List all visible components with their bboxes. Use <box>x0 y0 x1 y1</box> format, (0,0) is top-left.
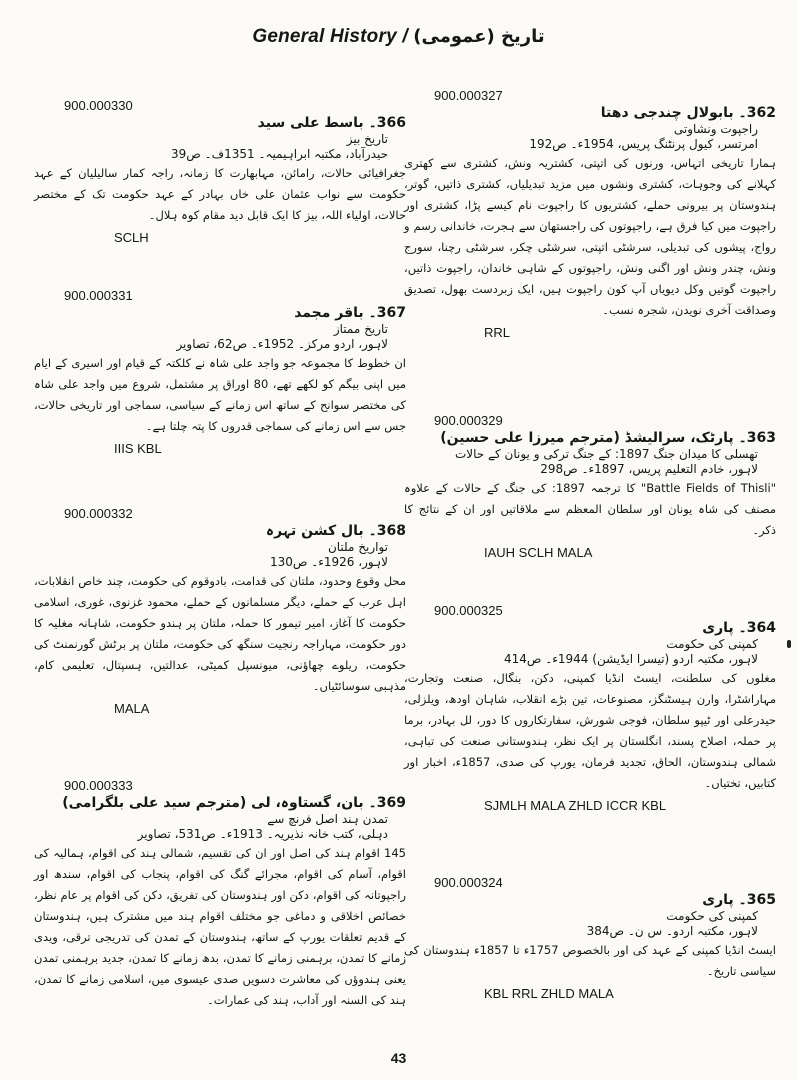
entry-heading: 369۔ بان، گستاوہ، لی (مترجم سید علی بلگرامی) <box>62 795 406 811</box>
entry-publisher: دہلی، کتب خانہ نذیریہ۔ 1913ء۔ ص531، تصاویر <box>137 827 388 841</box>
entry-description: محل وقوع وحدود، ملتان کی قدامت، بادوقوم کی حکومت، چند خاص انقلابات، اہل عرب کے حملے، دیگر مسلمانوں کے حملے، محمود غزنوی، غوری، اسلامی حکومت کا آغاز، امیر تیمور کا حملہ، ملتان پر ہندو حکومت، شاہانہ مغلیہ کا دور حکومت، مہاراجہ رنجیت سنگھ کی حکومت، ملتان پر برٹش گورنمنٹ کی حکومت، ریلوے چھاؤنی، میونسپل کمیٹی، عدالتیں، ہسپتال، تعلیمی کام، مذہبی سوسائٹیاں۔ <box>34 574 406 693</box>
entry-title: تواریخ ملتان <box>327 540 388 554</box>
entry-369 <box>34 778 406 1011</box>
entry-title: کمپنی کی حکومت <box>666 637 758 651</box>
entry-heading: 363۔ پارٹک، سرالیشڈ (مترجم میرزا علی حسین) <box>440 430 776 446</box>
entry-description: مغلوں کی سلطنت، ایسٹ انڈیا کمپنی، دکن، بنگال، صنعت وتجارت، مہاراشٹرا، وارن ہیسٹنگز، مصنوعات، تین بڑے انقلاب، شاہان اودھ، ویلزلی، حیدرعلی اور ٹیپو سلطان، فوجی شورش، سفارتکاروں کا دور، لل بہادر، برما پر حملہ، اصلاح پسند، انگلستان پر ایک نظر، ہندوستانی صنعت کی تباہی، شمالی ہندوستان، الحاق، تجدید فرمان، یورپ کی صدی، 1857ء، اخبار اور کتابیں، تختیاں۔ <box>404 671 776 790</box>
entry-publisher: لاہور، 1926ء۔ ص130 <box>269 555 388 569</box>
entry-publisher: لاہور، خادم التعلیم پریس، 1897ء۔ ص298 <box>540 462 758 476</box>
accession-number: 900.000329 <box>434 413 503 428</box>
accession-number: 900.000333 <box>64 778 133 793</box>
accession-number: 900.000327 <box>434 88 503 103</box>
accession-number: 900.000325 <box>434 603 503 618</box>
entry-heading: 367۔ باقر مجمد <box>294 305 406 321</box>
entry-367 <box>34 288 406 506</box>
accession-number: 900.000324 <box>434 875 503 890</box>
accession-number: 900.000330 <box>64 98 133 113</box>
entry-366 <box>34 98 406 288</box>
entry-364 <box>404 603 776 875</box>
entry-heading: 368۔ بال کشن تہرہ <box>265 523 406 539</box>
entry-publisher: لاہور، اردو مرکز۔ 1952ء۔ ص62، تصاویر <box>176 337 388 351</box>
library-codes: SJMLH MALA ZHLD ICCR KBL <box>484 798 667 813</box>
accession-number: 900.000331 <box>64 288 133 303</box>
entry-title: کمپنی کی حکومت <box>666 909 758 923</box>
entry-publisher: امرتسر، کیول پرنٹنگ پریس، 1954ء۔ ص192 <box>529 137 758 151</box>
left-column <box>34 98 406 1011</box>
header-title-urdu: تاریخ (عمومی) <box>413 26 545 47</box>
entry-description: "Battle Fields of Thisli" کا ترجمہ 1897: کی جنگ کے حالات کے علاوہ مصنف کی شاہ یونان اور سلطان المعظم سے ملاقاتیں اور ان کے نتائج کا ذکر۔ <box>404 481 776 537</box>
entry-description: ہمارا تاریخی اتہاس، ورنوں کی اتپتی، کشتریہ ونش، کشتری سے کھتری کہلانے کی وجوہات، کشتری ونشوں میں مزید تبدیلیاں، کشتری ذاتیں، گوتر، ہندوستان پر بیرونی حملے، کشتریوں کا راجپوت نام کیسے پڑا، کشتری اور راجپوت میں کیا فرق ہے، راجپوتوں کی راجستھان سے ہجرت، خاندانی رسم و رواج، پیشوں کی تبدیلی، سرشٹی اتپتی، سرشٹی چکر، سرشٹی رچنا، سورج ونش، چندر ونش اور اگنی ونش، راجپوتوں کے شاہی خاندان، راجپوت ذاتیں، راجپوت گوتیں وکل دیویاں آپ کون راجپوت ہیں، ایک زبردست بھول، تصدیق وصداقت آخری نویدن، شجرہ نسب۔ <box>404 156 776 317</box>
entry-publisher: لاہور، مکتبہ اردو (تیسرا ایڈیشن) 1944ء۔ ص414 <box>504 652 758 666</box>
entry-362 <box>404 88 776 413</box>
header-title-english: General History / <box>252 26 408 47</box>
entry-heading: 362۔ بابولال چندجی دھتا <box>600 105 776 121</box>
margin-mark <box>787 640 791 648</box>
right-column <box>404 88 776 1001</box>
entry-description: 145 اقوام ہند کی اصل اور ان کی تقسیم، شمالی ہند کی اقوام، ہمالیہ کی اقوام، آسام کی اقوام، مجرائے گنگ کی اقوام، پنجاب کی اقوام، سندھ اور راجپوتانہ کی اقوام، دکن اور ہندوستان کی تفریق، دکن کی اقوام پر عام نظر، خصائص اخلاقی و دماغی جو مختلف اقوام ہند میں مشترک ہیں، ہندوستان کے قدیم تعلقات یورپ کے ساتھ، ہندوستان کے تمدن کی تدریجی ترقی، ویدی زمانے کا تمدن، برہمنی زمانے کا تمدن، بدھ زمانے کا تمدن، جدید برہمنی تمدن یعنی ہندوؤں کی معاشرت دسویں صدی عیسوی میں، اسلامی زمانے کا تمدن، ہند کی السنہ اور آداب، ہند کی عمارات۔ <box>34 846 406 1007</box>
entry-publisher: لاہور، مکتبہ اردو۔ س ن۔ ص384 <box>586 924 758 938</box>
entry-heading: 364۔ پاری <box>702 620 776 636</box>
entry-publisher: حیدرآباد، مکتبہ ابراہیمیہ۔ 1351ف۔ ص39 <box>171 147 388 161</box>
accession-number: 900.000332 <box>64 506 133 521</box>
entry-368 <box>34 506 406 778</box>
entry-heading: 365۔ پاری <box>702 892 776 908</box>
entry-heading: 366۔ باسط علی سید <box>257 115 406 131</box>
entry-description: جغرافیائی حالات، رامائن، مہابھارت کا زمانہ، راجہ کمار سالیلیان کے عہد حکومت سے نواب عثمان علی خاں بہادر کے عہد حکومت تک کے مختصر حالات، اولیاء اللہ، بیز کا ایک قابل دید مقام کوہ ہلال۔ <box>34 166 406 222</box>
library-codes: RRL <box>484 325 511 340</box>
page-header <box>0 26 797 48</box>
entry-title: تاریخ ممتاز <box>333 322 388 336</box>
entry-363 <box>404 413 776 603</box>
library-codes: KBL RRL ZHLD MALA <box>484 986 614 1001</box>
library-codes: IIIS KBL <box>114 441 162 456</box>
library-codes: SCLH <box>114 230 149 245</box>
entry-365 <box>404 875 776 1001</box>
entry-title: تھسلی کا میدان جنگ 1897: کے جنگ ترکی و یونان کے حالات <box>454 447 758 461</box>
library-codes: IAUH SCLH MALA <box>484 545 593 560</box>
entry-title: تاریخ بیز <box>346 132 388 146</box>
entry-title: تمدن ہند اصل فرنچ سے <box>267 812 388 826</box>
entry-description: ایسٹ انڈیا کمپنی کے عہد کی اور بالخصوص 1757ء تا 1857ء ہندوستان کی سیاسی تاریخ۔ <box>404 943 776 978</box>
entry-description: ان خطوط کا مجموعہ جو واجد علی شاہ نے کلکتہ کے قیام اور اسیری کے ایام میں اپنی بیگم کو لکھے تھے، 80 اوراق پر مشتمل، شروع میں واجد علی شاہ کی مختصر سوانح کے ساتھ اس زمانے کے سیاسی، سماجی اور تاریخی حالات، جس سے اس زمانے کی سماجی قدروں کا پتہ چلتا ہے۔ <box>34 356 406 433</box>
library-codes: MALA <box>114 701 150 716</box>
entry-title: راجپوت ونشاوتی <box>673 122 758 136</box>
page-number: 43 <box>390 1050 407 1066</box>
